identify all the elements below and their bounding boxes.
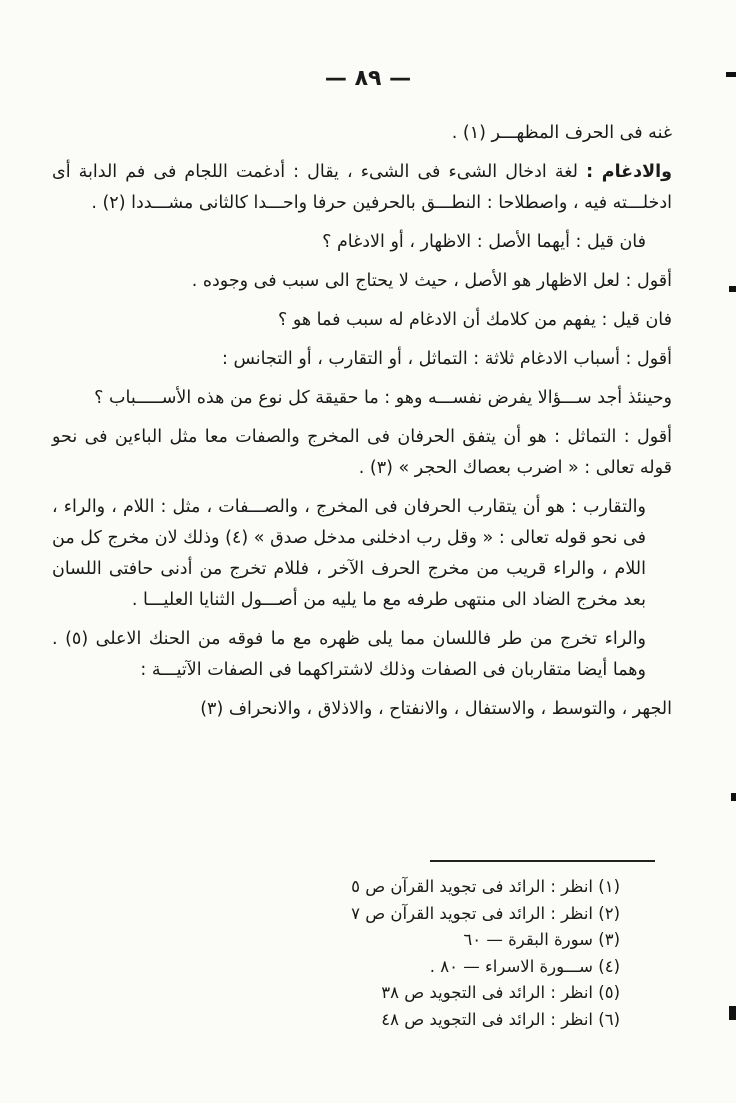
paragraph-causes: أقول : أسباب الادغام ثلاثة : التماثل ، أو التقارب ، أو التجانس :: [222, 349, 672, 369]
term-idgham: والادغام :: [586, 162, 672, 182]
footnote-separator: [430, 860, 655, 862]
footnote-item: (٥) انظر : الرائد فى التجويد ص ٣٨: [381, 983, 620, 1002]
page-number: — ٨٩ —: [324, 66, 412, 91]
paragraph-question-origin: فان قيل : أيهما الأصل : الاظهار ، أو الادغام ؟: [322, 232, 646, 252]
body-text: [52, 118, 672, 733]
paragraph-tamathul: أقول : التماثل : هو أن يتفق الحرفان فى المخرج والصفات معا مثل الباءين فى نحو قوله تعالى : « اضرب بعصاك الحجر » (٣) .: [52, 427, 672, 478]
scan-margin-mark: [731, 793, 736, 801]
footnote-item: (٦) انظر : الرائد فى التجويد ص ٤٨: [381, 1009, 620, 1029]
paragraph-idgham-definition: [52, 157, 672, 219]
paragraph-shared-attributes: الجهر ، والتوسط ، والاستفال ، والانفتاح ، والاذلاق ، والانحراف (٣): [200, 699, 672, 719]
paragraph-answer-origin: أقول : لعل الاظهار هو الأصل ، حيث لا يحتاج الى سبب فى وجوده .: [191, 271, 672, 291]
footnote-item: (٣) سورة البقرة — ٦٠: [463, 930, 620, 949]
footnote-item: (٢) انظر : الرائد فى تجويد القرآن ص ٧: [351, 903, 620, 923]
paragraph-raa: والراء تخرج من طر فاللسان مما يلى ظهره مع ما فوقه من الحنك الاعلى (٥) . وهما أيضا متقاربان فى الصفات وذلك لاشتراكهما فى الصفات الآتيـــة :: [52, 629, 647, 680]
idgham-definition-text: لغة ادخال الشىء فى الشىء ، يقال : أدغمت اللجام فى فم الدابة أى ادخلـــته فيه ، واصطلاحا : النطـــق بالحرفين حرفا واحـــدا كالثانى مشـــددا (٢) .: [52, 162, 672, 213]
footnote-item: (١) انظر : الرائد فى تجويد القرآن ص ٥: [351, 877, 620, 896]
paragraph-continuation: غنه فى الحرف المظهـــر (١) .: [451, 123, 672, 143]
scan-margin-mark: [729, 1006, 736, 1020]
scan-margin-mark: [729, 286, 736, 292]
paragraph-question-nature: وحينئذ أجد ســـؤالا يفرض نفســـه وهو : ما حقيقة كل نوع من هذه الأســـــباب ؟: [94, 388, 672, 408]
footnote-item: (٤) ســـورة الاسراء — ٨٠ .: [429, 956, 620, 976]
paragraph-question-cause: فان قيل : يفهم من كلامك أن الادغام له سبب فما هو ؟: [277, 310, 672, 330]
footnotes: [200, 874, 620, 1033]
paragraph-taqarub: والتقارب : هو أن يتقارب الحرفان فى المخرج ، والصـــفات ، مثل : اللام ، والراء ، فى نحو قوله تعالى : « وقل رب ادخلنى مدخل صدق » (٤) وذلك لان مخرج كل من اللام ، والراء قريب من مخرج الحرف الآخر ، فللام تخرج من أدنى حافتى اللسان بعد مخرج الضاد الى منتهى طرفه مع ما يليه من أصـــول الثنايا العليـــا .: [52, 497, 646, 610]
